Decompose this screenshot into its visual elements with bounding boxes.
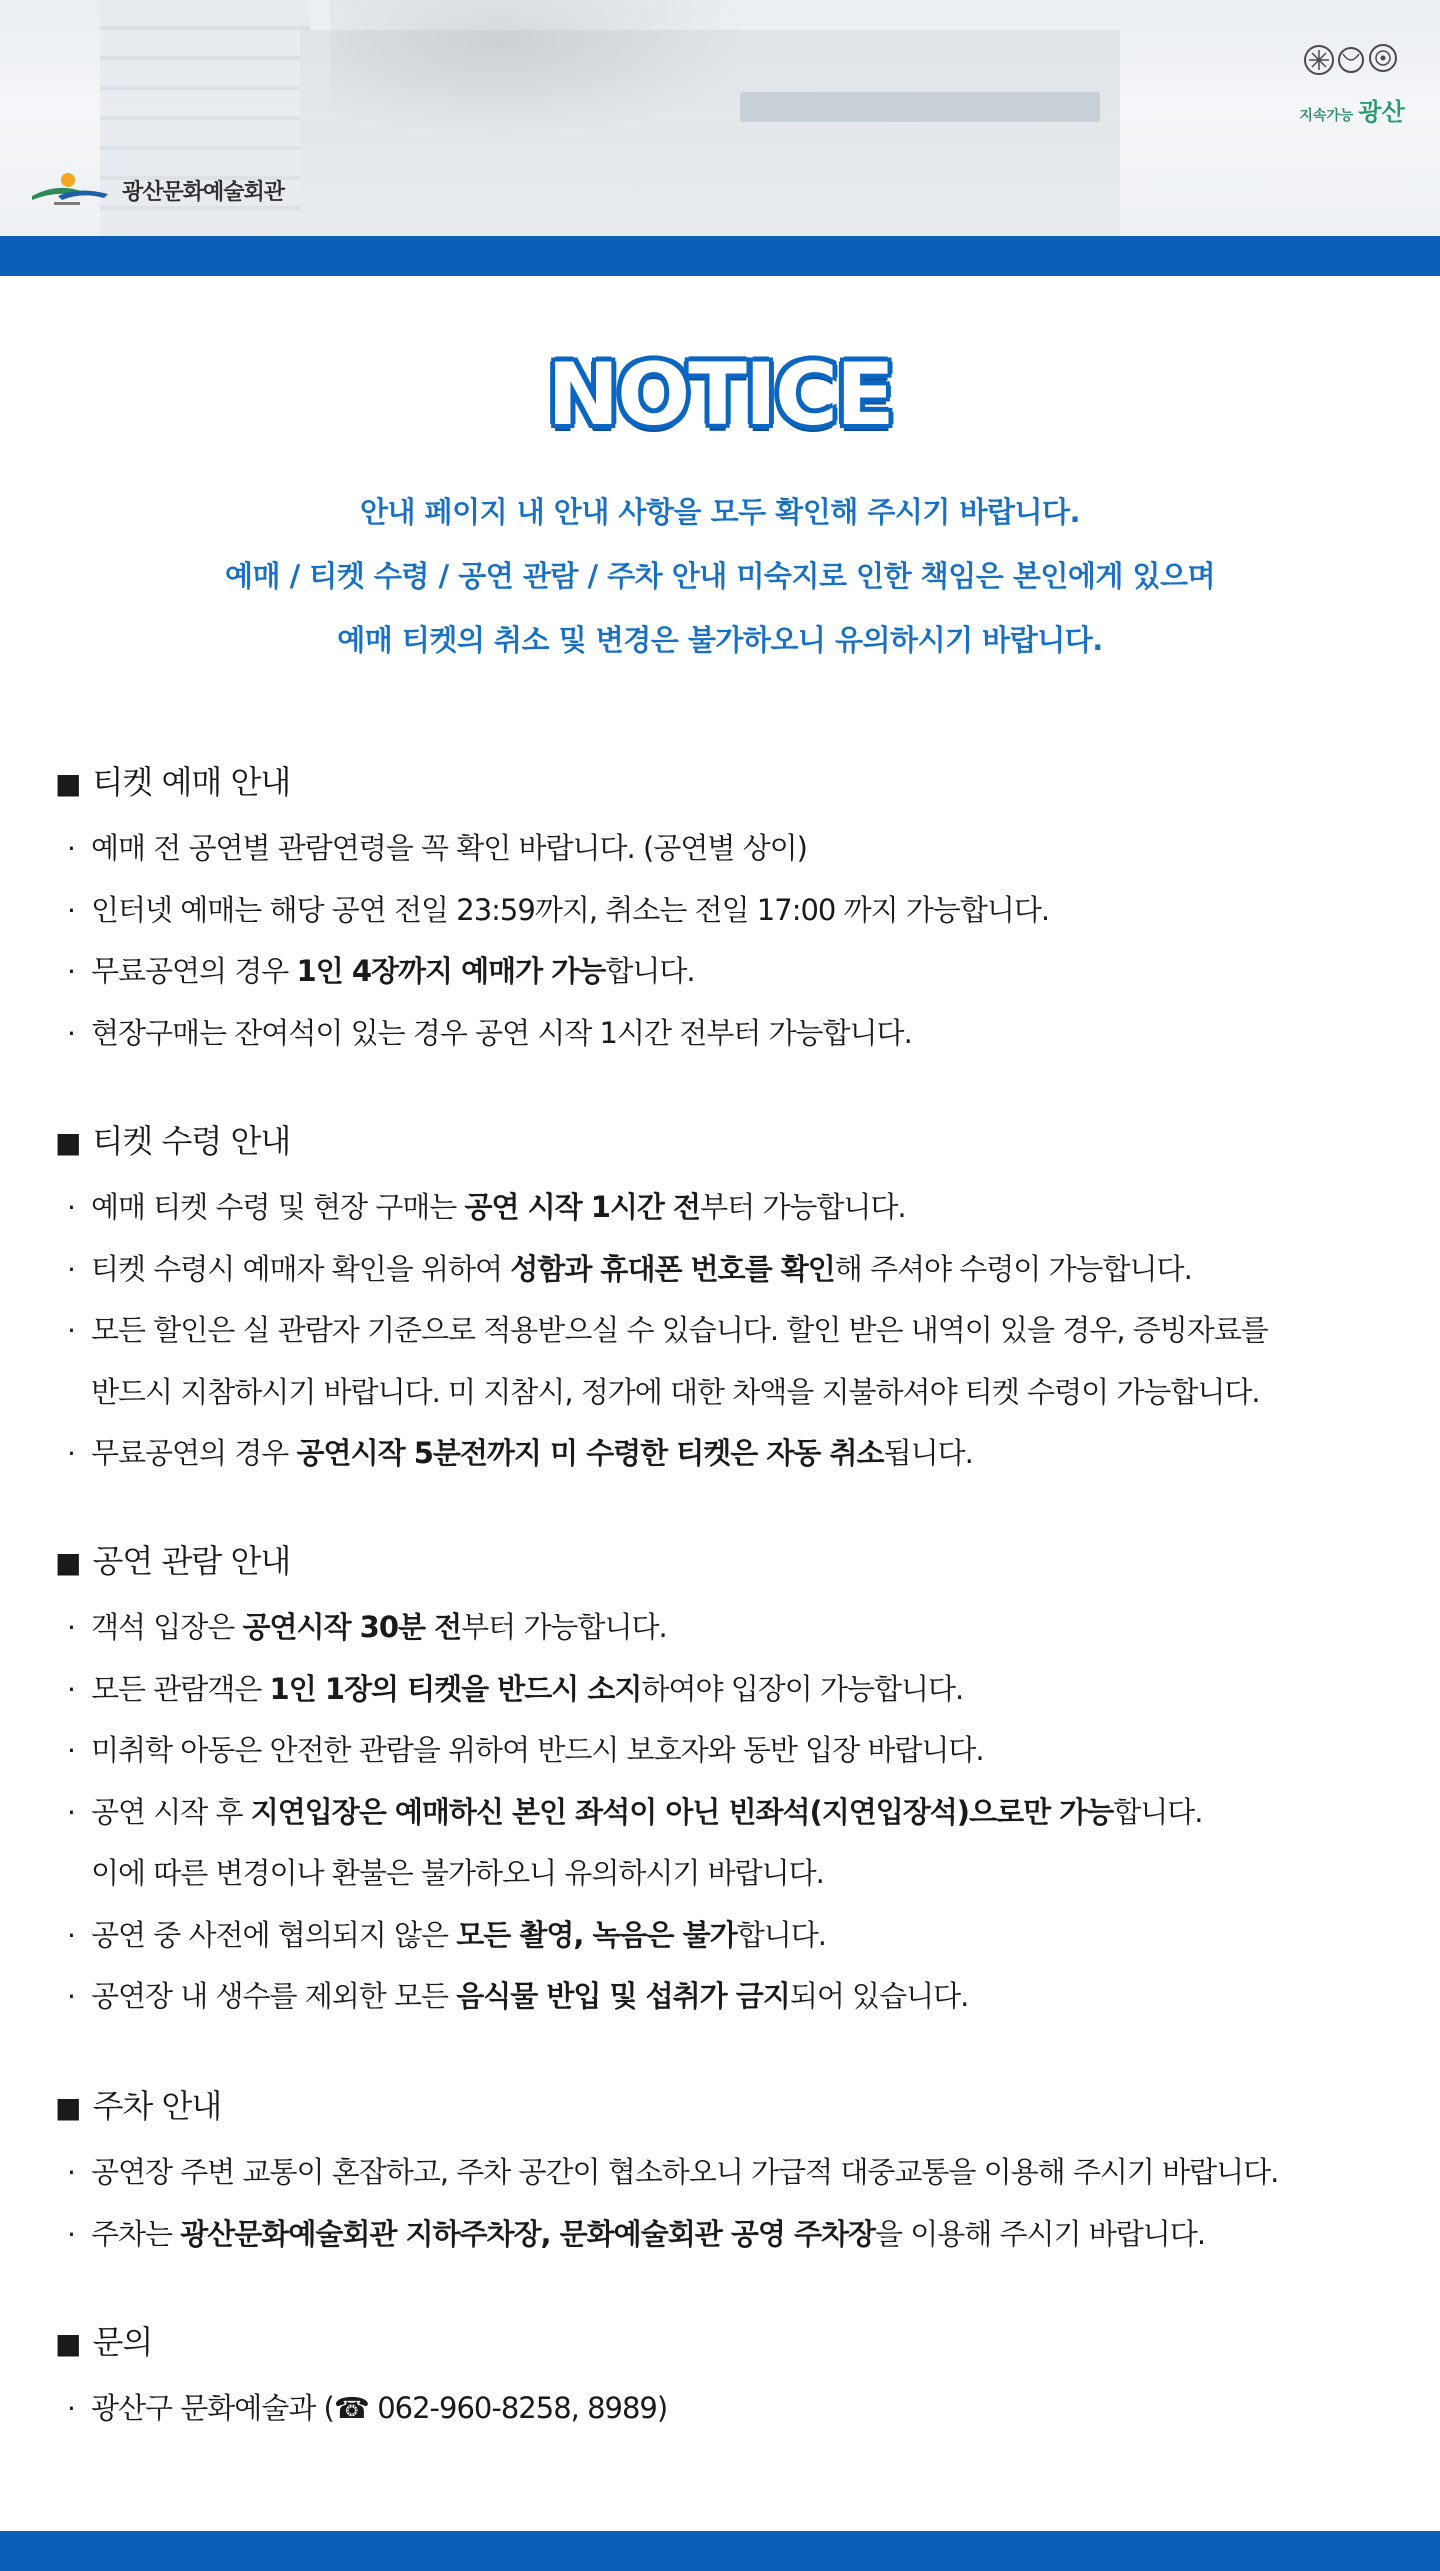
list-item-continuation: 이에 따른 변경이나 환불은 불가하오니 유의하시기 바랍니다. [91,1856,824,1890]
list-item: · 인터넷 예매는 해당 공연 전일 23:59까지, 취소는 전일 17:00 까지 가능합니다. [55,880,1395,942]
header-banner [0,0,1440,236]
list-item: · 모든 할인은 실 관람자 기준으로 적용받으실 수 있습니다. 할인 받은 내역이 있을 경우, 증빙자료를 [55,1300,1395,1362]
section-heading: ■ 공연 관람 안내 [55,1542,291,1580]
notice-title: NOTICE [547,345,893,445]
section-ticket-booking [55,756,1395,1064]
list-item: · 미취학 아동은 안전한 관람을 위하여 반드시 보호자와 동반 입장 바랍니다. [55,1720,1395,1782]
sustain-big-text: 광산 [1358,98,1405,126]
list-item: · 현장구매는 잔여석이 있는 경우 공연 시작 1시간 전부터 가능합니다. [55,1003,1395,1065]
square-bullet-icon: ■ [55,2091,81,2124]
org-logo-icon [28,170,112,210]
section-heading: ■ 티켓 수령 안내 [55,1122,291,1160]
section-ticket-pickup [55,1115,1395,1485]
list-item: · 예매 티켓 수령 및 현장 구매는 공연 시작 1시간 전부터 가능합니다. [55,1177,1395,1239]
header-blue-bar [0,236,1440,276]
sustainable-gwangsan-logo [1290,36,1414,136]
list-item: · 티켓 수령시 예매자 확인을 위하여 성함과 휴대폰 번호를 확인해 주셔야 수령이 가능합니다. [55,1239,1395,1301]
list-item: · 무료공연의 경우 1인 4장까지 예매가 가능합니다. [55,941,1395,1003]
intro-line: 예매 / 티켓 수령 / 공연 관람 / 주차 안내 미숙지로 인한 책임은 본인에게 있으며 [224,559,1216,593]
list-item: · 무료공연의 경우 공연시작 5분전까지 미 수령한 티켓은 자동 취소됩니다. [55,1423,1395,1485]
org-name: 광산문화예술회관 [122,179,285,205]
org-brand [28,170,284,210]
list-item: · 공연장 주변 교통이 혼잡하고, 주차 공간이 협소하오니 가급적 대중교통을 이용해 주시기 바랍니다. [55,2142,1395,2204]
section-heading: ■ 티켓 예매 안내 [55,763,291,801]
list-item: · 공연장 내 생수를 제외한 모든 음식물 반입 및 섭취가 금지되어 있습니다. [55,1966,1395,2028]
sustainable-logo-icon [1297,36,1407,86]
intro-block [0,480,1440,672]
sustainable-logo-text [1290,92,1414,127]
intro-line: 안내 페이지 내 안내 사항을 모두 확인해 주시기 바랍니다. [359,495,1081,529]
list-item: · 예매 전 공연별 관람연령을 꼭 확인 바랍니다. (공연별 상이) [55,818,1395,880]
list-item: · 공연 중 사전에 협의되지 않은 모든 촬영, 녹음은 불가합니다. [55,1905,1395,1967]
square-bullet-icon: ■ [55,767,81,800]
square-bullet-icon: ■ [55,1126,81,1159]
square-bullet-icon: ■ [55,2327,81,2360]
square-bullet-icon: ■ [55,1546,81,1579]
sustain-small-text: 지속가능 [1299,108,1354,124]
section-heading: ■ 주차 안내 [55,2087,222,2125]
list-item: · 주차는 광산문화예술회관 지하주차장, 문화예술회관 공영 주차장을 이용해 주시기 바랍니다. [55,2204,1395,2266]
intro-line: 예매 티켓의 취소 및 변경은 불가하오니 유의하시기 바랍니다. [337,623,1103,657]
list-item-continuation: 반드시 지참하시기 바랍니다. 미 지참시, 정가에 대한 차액을 지불하셔야 티켓 수령이 가능합니다. [91,1374,1260,1409]
building-sign-image [740,92,1100,122]
section-parking [55,2080,1395,2265]
footer-blue-bar [0,2531,1440,2571]
section-performance-viewing [55,1535,1395,2028]
list-item: · 공연 시작 후 지연입장은 예매하신 본인 좌석이 아닌 빈좌석(지연입장석)으로만 가능합니다. [55,1782,1395,1844]
tree-blur-image [330,0,750,140]
list-item: · 광산구 문화예술과 (☎ 062-960-8258, 8989) [55,2378,1395,2440]
section-inquiry [55,2316,1395,2440]
list-item: · 객석 입장은 공연시작 30분 전부터 가능합니다. [55,1597,1395,1659]
list-item: · 모든 관람객은 1인 1장의 티켓을 반드시 소지하여야 입장이 가능합니다. [55,1659,1395,1721]
section-heading: ■ 문의 [55,2323,153,2361]
